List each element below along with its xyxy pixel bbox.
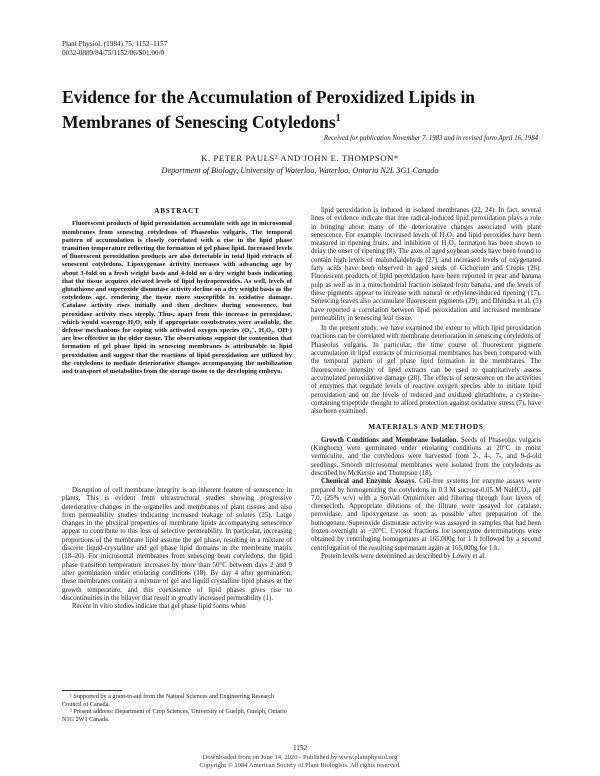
methods-subheading: Growth Conditions and Membrane Isolation. — [321, 436, 459, 444]
footnote-2: ² Present address: Department of Crop Sciences, University of Guelph, Guelph, Ontario N1G 2W1 Canada. — [62, 708, 287, 723]
authors: K. PETER PAULS² AND JOHN E. THOMPSON* — [201, 153, 399, 163]
download-footer — [0, 754, 600, 770]
methods-paragraph — [311, 437, 541, 478]
methods-heading: MATERIALS AND METHODS — [368, 423, 484, 432]
page-number: 1152 — [292, 744, 308, 752]
footnote-rule — [62, 690, 122, 691]
article-title — [62, 86, 532, 133]
affiliation: Department of Biology, University of Waterloo, Waterloo, Ontario N2L 3G1 Canada — [161, 166, 439, 175]
intro-paragraph: lipid peroxidation is induced in isolated membranes (22, 24). In fact, several lines of evidence indicate that free radical-induced lipid peroxidation plays a role in bringing about many of the deteriorative changes associated with plant senescence. For example, increased levels of H₂O₂ and lipid peroxides have been measured in ripening fruits, and inhibition of H₂O₂ formation has been shown to delay the onset of ripening (8). The axes of aged soybean seeds have been found to contain high levels of malondialdehyde (27), and increased levels of oxygenated fatty acids have been observed in aged seeds of Cichorium and Crepis (26). Fluorescent products of lipid peroxidation have been reported in pear and banana pulp as well as in a mitochondrial fraction isolated from banana, and the levels of these pigments appear to increase with natural or ethylene-induced ripening (17). Senescing leaves also accumulate fluorescent pigments (29), and Dhindsa et al. (5) have reported a correlation between lipid peroxidation and increased membrane permeability in senescing leaf tissue. — [311, 207, 541, 322]
intro-paragraph: In the present study, we have examined the extent to which lipid peroxidation reactions can be correlated with membrane deterioration in senescing cotyledons of Phaseolus vulgaris. In particular, the time course of fluorescent pigment accumulation in lipid extracts of microsomal membranes has been compared with the temporal pattern of gel phase lipid formation in the membranes. The fluorescence intensity of lipid extracts can be used to quantitatively assess accumulated peroxidative damage (28). The effects of senescence on the activities of enzymes that regulate levels of reactive oxygen species able to initiate lipid peroxidation and on the levels of reduced and oxidized glutathione, a cysteine-containing tripeptide thought to afford protection against oxidative stress (7), have also been examined. — [311, 325, 541, 416]
copyright-line: Copyright © 1984 American Society of Plant Biologists. All rights reserved. — [199, 762, 401, 769]
abstract-heading: ABSTRACT — [154, 207, 200, 215]
journal-code: 0032-0889/84/75/1152/06/$01.00/0 — [62, 49, 165, 57]
journal-header — [62, 40, 167, 58]
intro-paragraph: Disruption of cell membrane integrity is an inherent feature of senescence in plants. This is evident from ultrastructural studies showing progressive deteriorative changes in the organelles and membranes of plant tissues and also from permeability studies indicating increased leakage of solutes (25). Large changes in the physical properties of membrane lipids accompanying senescence appear to contribute to this loss of selective permeability. In particular, increasing proportions of the membrane lipid assume the gel phase, resulting in a mixture of discrete liquid-crystalline and gel phase lipid domains in the membrane matrix (18–20). For microsomal membranes from senescing bean cotyledons, the lipid phase transition temperature increases by more than 50°C between days 2 and 9 after germination under etiolating conditions (18). By day 4 after germination, these membranes contain a mixture of gel and liquid crystalline lipid phases at the growth temperature, and this coexistence of lipid phases gives rise to discontinuities in the bilayer that result in greatly increased permeability (1). — [62, 487, 292, 602]
introduction-left — [62, 487, 292, 611]
article-title-text: Evidence for the Accumulation of Peroxidized Lipids in Membranes of Senescing Cotyledons — [62, 87, 476, 132]
footnotes — [62, 693, 292, 723]
intro-paragraph: Recent in vitro studies indicate that gel phase lipid forms when — [72, 603, 246, 611]
received-date: Received for publication November 7, 1983 and in revised form April 16, 1984 — [323, 135, 538, 142]
methods-text: Cell-free systems for enzyme assays were prepared by homogenizing the cotyledons in 0.3 M sucrose-0.05 M NaHCO₃, pH 7.0, (25% w/v) with a Sorvall Omnimixer and filtering through four layers of cheesecloth. Appropriate dilutions of the filtrate were assayed for catalase, peroxidase, and lipoxygenase as soon as possible after preparation of the homogenate. Superoxide dismutase activity was assayed in samples that had been frozen overnight at −20°C. Cytosol fractions for isoenzyme determinations were obtained by centrifuging homogenates at 165,000g for 1 h followed by a second centrifugation of the resulting supernatant again at 165,000g for 1 h. — [311, 478, 541, 552]
footnote-1: ¹ Supported by a grant-in-aid from the Natural Sciences and Engineering Research Council of Canada. — [62, 693, 275, 708]
abstract-section — [62, 207, 292, 376]
methods-paragraph — [311, 478, 541, 553]
methods-paragraph: Protein levels were determined as described by Lowry et al. — [321, 552, 486, 560]
right-column — [311, 207, 541, 561]
journal-citation: Plant Physiol. (1984) 75, 1152–1157 — [62, 40, 168, 48]
download-line: Downloaded from on June 14, 2020 - Published by www.plantphysiol.org — [202, 754, 398, 761]
abstract-body: Fluorescent products of lipid peroxidation accumulate with age in microsomal membranes from senescing cotyledons of Phaseolus vulgaris. The temporal pattern of accumulation is closely correlated with a rise in the lipid phase transition temperature reflecting the formation of gel phase lipid. Increased levels of fluorescent peroxidation products are also detectable in total lipid extracts of senescent cotyledons. Lipoxygenase activity increases with advancing age by about 3-fold on a fresh weight basis and 4-fold on a dry weight basis indicating that the tissue acquires elevated levels of lipid hydroperoxides. As well, levels of glutathione and superoxide dismutase activity decline on a dry weight basis as the cotyledons age, rendering the tissue more susceptible to oxidative damage. Catalase activity rises initially and then declines during senescence, but peroxidase activity rises steeply. Thus, apart from this increase in peroxidase, which would scavenge H₂O₂ only if appropriate cosubstrates were available, the defense mechanisms for coping with activated oxygen species (O₂⁻, H₂O₂, OH·) are less effective in the older tissue. The observations support the contention that formation of gel phase lipid in senescing membranes is attributable to lipid peroxidation and suggest that the reactions of lipid peroxidation are utilized by the cotyledons to mediate deteriorative changes accompanying the mobilization and transport of metabolites from the storage tissue to the developing embryo. — [62, 220, 292, 375]
methods-subheading: Chemical and Enzymic Assays. — [321, 478, 417, 486]
title-footnote-marker: 1 — [335, 113, 341, 124]
methods-text: Seeds of Phaseolus vulgaris (Kinghorn) were germinated under etiolating conditions at 20°C in moist vermiculite, and the cotyledons were harvested from 2-, 4-, 7-, and 9-d-old seedlings. Smooth microsomal membranes were isolated from the cotyledons as described by McKersie and Thompson (18). — [311, 436, 541, 477]
